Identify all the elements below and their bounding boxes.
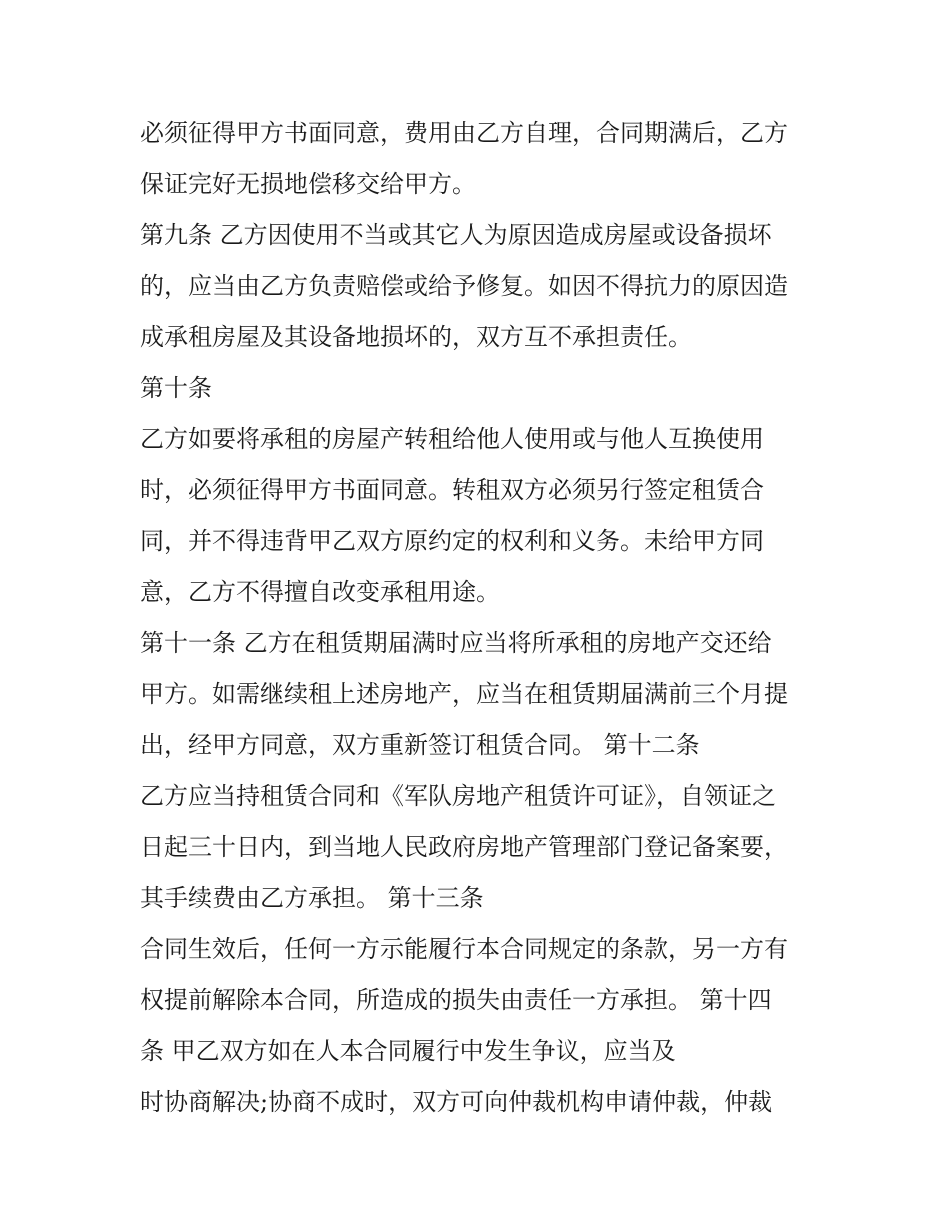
text-line: 日起三十日内，到当地人民政府房地产管理部门登记备案要， [140, 833, 788, 861]
text-line: 第九条 乙方因使用不当或其它人为原因造成房屋或设备损坏 [140, 221, 772, 249]
text-line: 同，并不得违背甲乙双方原约定的权利和义务。未给甲方同 [140, 527, 764, 555]
text-line: 其手续费由乙方承担。 第十三条 [140, 884, 484, 912]
text-line: 乙方应当持租赁合同和《军队房地产租赁许可证》，自领证之 [140, 782, 776, 810]
text-line: 第十一条 乙方在租赁期届满时应当将所承租的房地产交还给 [140, 629, 772, 657]
text-line: 第十条 [140, 374, 212, 402]
text-line: 的，应当由乙方负责赔偿或给予修复。如因不得抗力的原因造 [140, 272, 788, 300]
text-line: 乙方如要将承租的房屋产转租给他人使用或与他人互换使用 [140, 425, 764, 453]
text-line: 合同生效后，任何一方示能履行本合同规定的条款，另一方有 [140, 935, 788, 963]
text-line: 甲方。如需继续租上述房地产，应当在租赁期届满前三个月提 [140, 680, 788, 708]
text-line: 条 甲乙双方如在人本合同履行中发生争议，应当及 [140, 1037, 676, 1065]
text-line: 时，必须征得甲方书面同意。转租双方必须另行签定租赁合 [140, 476, 764, 504]
text-line: 保证完好无损地偿移交给甲方。 [140, 170, 476, 198]
contract-text [140, 108, 830, 1128]
text-line: 时协商解决;协商不成时，双方可向仲裁机构申请仲裁，仲裁 [140, 1088, 773, 1116]
text-line: 权提前解除本合同，所造成的损失由责任一方承担。 第十四 [140, 986, 772, 1014]
text-line: 必须征得甲方书面同意，费用由乙方自理，合同期满后，乙方 [140, 119, 788, 147]
text-line: 出，经甲方同意，双方重新签订租赁合同。 第十二条 [140, 731, 700, 759]
text-line: 成承租房屋及其设备地损坏的，双方互不承担责任。 [140, 323, 692, 351]
text-line: 意，乙方不得擅自改变承租用途。 [140, 578, 500, 606]
